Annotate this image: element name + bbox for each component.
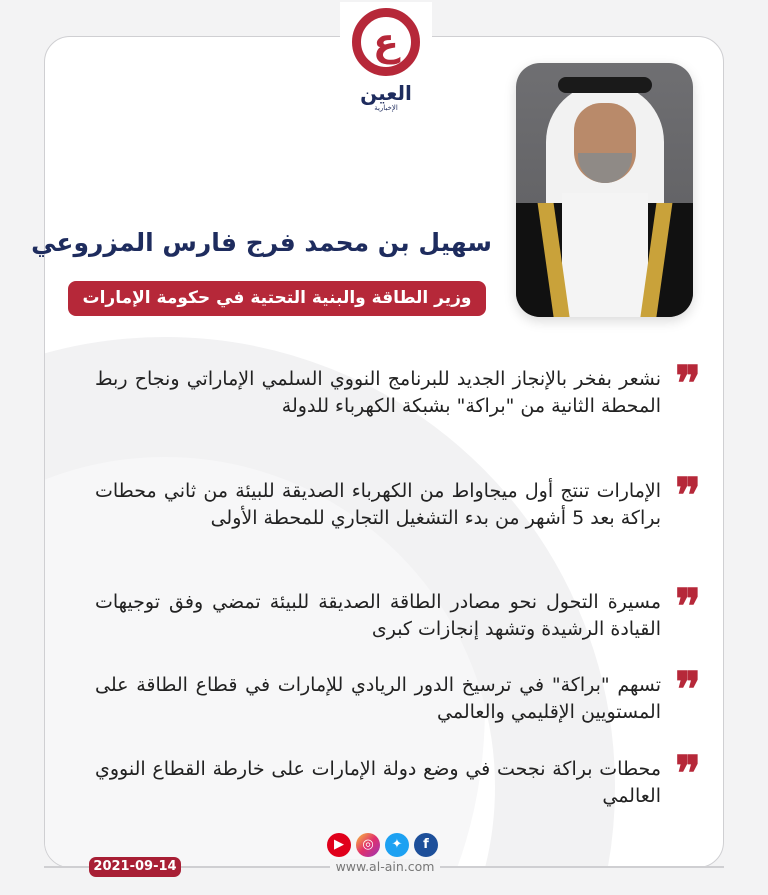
person-title-badge: وزير الطاقة والبنية التحتية في حكومة الإمارات	[68, 281, 486, 316]
quote-text: محطات براكة نجحت في وضع دولة الإمارات على خارطة القطاع النووي العالمي	[95, 758, 661, 807]
person-photo	[516, 63, 693, 317]
quote-text: نشعر بفخر بالإنجاز الجديد للبرنامج النووي السلمي الإماراتي ونجاح ربط المحطة الثانية من "براكة" بشبكة الكهرباء للدولة	[95, 368, 661, 417]
twitter-icon[interactable]: ✦	[385, 833, 409, 857]
date-badge: 2021-09-14	[89, 857, 181, 877]
quote-item	[95, 468, 701, 532]
footer-divider-mid	[181, 866, 331, 868]
logo-name: العين	[360, 81, 412, 105]
photo-agal	[558, 77, 652, 93]
quote-mark-icon: ❞	[675, 662, 701, 718]
social-links	[327, 833, 438, 857]
quote-mark-icon: ❞	[675, 356, 701, 412]
logo-ain-icon: ع	[373, 20, 399, 64]
facebook-icon[interactable]: f	[414, 833, 438, 857]
logo-ring-icon	[352, 8, 420, 76]
al-ain-logo[interactable]	[340, 2, 432, 122]
quote-text: الإمارات تنتج أول ميجاواط من الكهرباء الصديقة للبيئة من ثاني محطات براكة بعد 5 أشهر من بدء التشغيل التجاري للمحطة الأولى	[95, 480, 661, 529]
photo-kandura	[562, 193, 648, 317]
quote-item	[95, 746, 701, 810]
quote-mark-icon: ❞	[675, 579, 701, 635]
quote-text: مسيرة التحول نحو مصادر الطاقة الصديقة للبيئة تمضي وفق توجيهات القيادة الرشيدة وتشهد إنجازات كبرى	[95, 591, 661, 640]
instagram-icon[interactable]: ◎	[356, 833, 380, 857]
youtube-icon[interactable]: ▶	[327, 833, 351, 857]
quote-item	[95, 356, 701, 420]
website-link[interactable]: www.al-ain.com	[330, 859, 440, 874]
quote-item	[95, 662, 701, 726]
quote-mark-icon: ❞	[675, 468, 701, 524]
quote-text: تسهم "براكة" في ترسيخ الدور الريادي للإمارات في قطاع الطاقة على المستويين الإقليمي والعالمي	[95, 674, 661, 723]
quote-mark-icon: ❞	[675, 746, 701, 802]
quote-item	[95, 579, 701, 643]
logo-subtitle: الإخبارية	[374, 104, 398, 112]
footer-divider-right	[440, 866, 724, 868]
footer-divider-left	[44, 866, 89, 868]
person-name: سهيل بن محمد فرج فارس المزروعي	[31, 228, 492, 257]
